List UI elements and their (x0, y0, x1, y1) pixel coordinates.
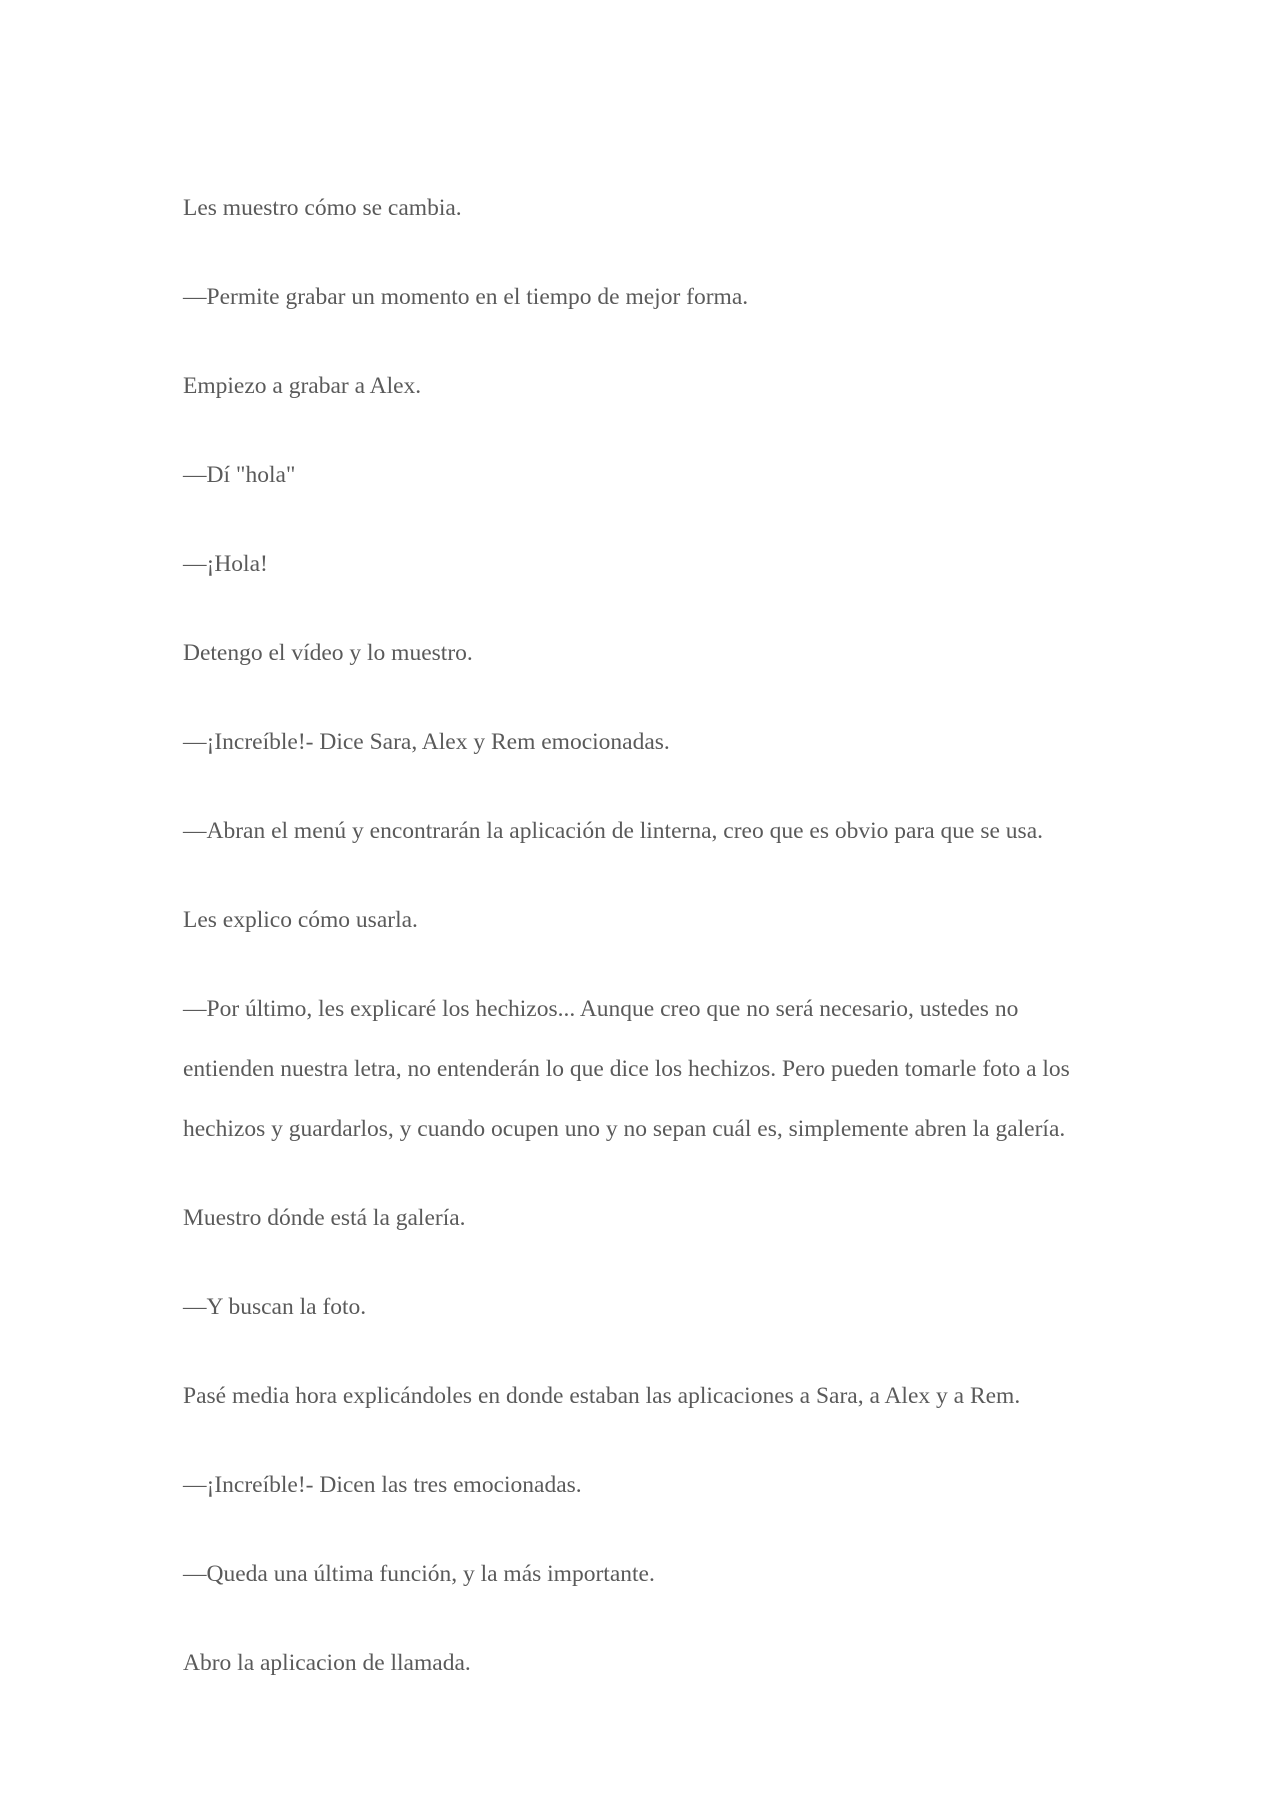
paragraph: —¡Increíble!- Dice Sara, Alex y Rem emocionadas. (183, 729, 670, 755)
paragraph: Abro la aplicacion de llamada. (183, 1650, 471, 1676)
paragraph: Muestro dónde está la galería. (183, 1205, 466, 1231)
document-body (183, 178, 1098, 1722)
paragraph: —Queda una última función, y la más importante. (183, 1561, 655, 1587)
paragraph: Pasé media hora explicándoles en donde estaban las aplicaciones a Sara, a Alex y a Rem. (183, 1383, 1021, 1409)
paragraph: Detengo el vídeo y lo muestro. (183, 640, 473, 666)
paragraph: Les explico cómo usarla. (183, 907, 418, 933)
paragraph: —¡Hola! (183, 551, 268, 577)
paragraph: —¡Increíble!- Dicen las tres emocionadas. (183, 1472, 582, 1498)
paragraph: Empiezo a grabar a Alex. (183, 373, 422, 399)
paragraph: —Y buscan la foto. (183, 1294, 367, 1320)
paragraph: —Permite grabar un momento en el tiempo de mejor forma. (183, 284, 749, 310)
paragraph: —Abran el menú y encontrarán la aplicación de linterna, creo que es obvio para que se usa. (183, 818, 1044, 844)
paragraph: —Dí "hola" (183, 462, 296, 488)
paragraph: Les muestro cómo se cambia. (183, 195, 462, 221)
paragraph: —Por último, les explicaré los hechizos... Aunque creo que no será necesario, ustedes no entienden nuestra letra, no entenderán lo que dice los hechizos. Pero pueden tomarle foto a los hechizos y guardarlos, y cuando ocupen uno y no sepan cuál es, simplemente abren la galería. (183, 996, 1070, 1142)
